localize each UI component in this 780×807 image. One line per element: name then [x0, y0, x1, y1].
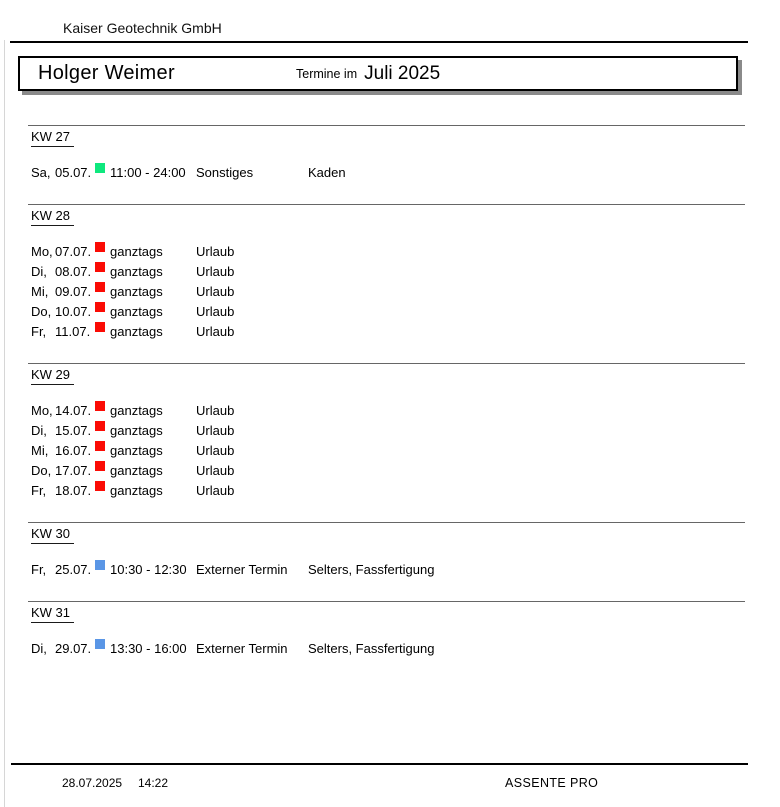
appointment-type: Urlaub [196, 324, 235, 339]
week-section [0, 125, 780, 183]
appointment-date: 07.07. [55, 244, 92, 259]
appointment-day: Di, [31, 264, 47, 279]
appointment-row [0, 461, 780, 481]
appointment-day: Fr, [31, 562, 47, 577]
week-rows [0, 401, 780, 501]
appointment-time: ganztags [110, 244, 163, 259]
appointment-type: Urlaub [196, 403, 235, 418]
appointment-row [0, 322, 780, 342]
appointment-row [0, 163, 780, 183]
appointment-type: Sonstiges [196, 165, 254, 180]
title-label: Termine im [296, 66, 358, 81]
appointment-type: Urlaub [196, 284, 235, 299]
footer-rule [11, 763, 748, 765]
appointment-detail: Selters, Fassfertigung [308, 562, 435, 577]
category-marker-icon [95, 441, 105, 451]
appointment-date: 17.07. [55, 463, 92, 478]
appointment-time: ganztags [110, 284, 163, 299]
appointment-day: Sa, [31, 165, 51, 180]
footer-date: 28.07.2025 [62, 776, 123, 790]
appointment-type: Urlaub [196, 463, 235, 478]
week-section [0, 204, 780, 342]
appointment-time: ganztags [110, 264, 163, 279]
appointment-type: Urlaub [196, 483, 235, 498]
appointment-time: ganztags [110, 463, 163, 478]
category-marker-icon [95, 322, 105, 332]
category-marker-icon [95, 242, 105, 252]
appointment-time: ganztags [110, 483, 163, 498]
appointment-row [0, 242, 780, 262]
appointment-type: Urlaub [196, 423, 235, 438]
appointment-date: 18.07. [55, 483, 92, 498]
week-label: KW 27 [31, 129, 74, 147]
appointment-type: Externer Termin [196, 641, 288, 656]
appointment-date: 08.07. [55, 264, 92, 279]
week-section [0, 601, 780, 659]
title-month: Juli 2025 [364, 62, 441, 84]
appointment-date: 25.07. [55, 562, 92, 577]
header-rule [10, 41, 748, 43]
appointment-time: ganztags [110, 324, 163, 339]
appointment-day: Mo, [31, 244, 53, 259]
category-marker-icon [95, 639, 105, 649]
appointment-type: Urlaub [196, 304, 235, 319]
appointment-time: ganztags [110, 304, 163, 319]
week-rows [0, 163, 780, 183]
title-box [18, 56, 738, 91]
appointment-date: 10.07. [55, 304, 92, 319]
appointment-row [0, 421, 780, 441]
company-name: Kaiser Geotechnik GmbH [63, 20, 222, 36]
appointment-row [0, 560, 780, 580]
category-marker-icon [95, 302, 105, 312]
category-marker-icon [95, 461, 105, 471]
app-name: ASSENTE PRO [505, 776, 599, 790]
category-marker-icon [95, 282, 105, 292]
weeks-list [0, 125, 780, 680]
appointment-date: 16.07. [55, 443, 92, 458]
appointment-type: Urlaub [196, 244, 235, 259]
appointment-day: Do, [31, 463, 52, 478]
appointment-row [0, 262, 780, 282]
appointment-row [0, 302, 780, 322]
category-marker-icon [95, 262, 105, 272]
appointment-day: Mi, [31, 443, 49, 458]
appointment-type: Urlaub [196, 443, 235, 458]
category-marker-icon [95, 421, 105, 431]
week-rows [0, 242, 780, 342]
appointment-type: Urlaub [196, 264, 235, 279]
title-month-group [296, 58, 440, 89]
appointment-day: Di, [31, 423, 47, 438]
footer-time: 14:22 [138, 776, 169, 790]
appointment-detail: Kaden [308, 165, 346, 180]
week-label: KW 28 [31, 208, 74, 226]
category-marker-icon [95, 401, 105, 411]
appointment-date: 14.07. [55, 403, 92, 418]
week-label: KW 29 [31, 367, 74, 385]
appointment-type: Externer Termin [196, 562, 288, 577]
category-marker-icon [95, 560, 105, 570]
appointment-date: 29.07. [55, 641, 92, 656]
appointment-date: 05.07. [55, 165, 92, 180]
appointment-detail: Selters, Fassfertigung [308, 641, 435, 656]
appointment-time: ganztags [110, 443, 163, 458]
appointment-day: Mi, [31, 284, 49, 299]
appointment-time: ganztags [110, 423, 163, 438]
appointment-day: Do, [31, 304, 52, 319]
appointment-time: ganztags [110, 403, 163, 418]
appointment-time: 11:00 - 24:00 [110, 165, 186, 180]
week-section [0, 522, 780, 580]
appointment-row [0, 639, 780, 659]
appointment-date: 11.07. [55, 324, 91, 339]
appointment-date: 15.07. [55, 423, 92, 438]
appointment-day: Fr, [31, 324, 47, 339]
week-section [0, 363, 780, 501]
category-marker-icon [95, 163, 105, 173]
appointment-day: Di, [31, 641, 47, 656]
appointment-day: Fr, [31, 483, 47, 498]
appointment-date: 09.07. [55, 284, 92, 299]
appointment-row [0, 481, 780, 501]
appointment-time: 10:30 - 12:30 [110, 562, 187, 577]
appointment-day: Mo, [31, 403, 53, 418]
week-rows [0, 560, 780, 580]
week-label: KW 31 [31, 605, 74, 623]
appointment-row [0, 282, 780, 302]
appointment-time: 13:30 - 16:00 [110, 641, 187, 656]
week-label: KW 30 [31, 526, 74, 544]
appointment-row [0, 441, 780, 461]
person-name: Holger Weimer [38, 62, 175, 84]
week-rows [0, 639, 780, 659]
category-marker-icon [95, 481, 105, 491]
appointment-row [0, 401, 780, 421]
